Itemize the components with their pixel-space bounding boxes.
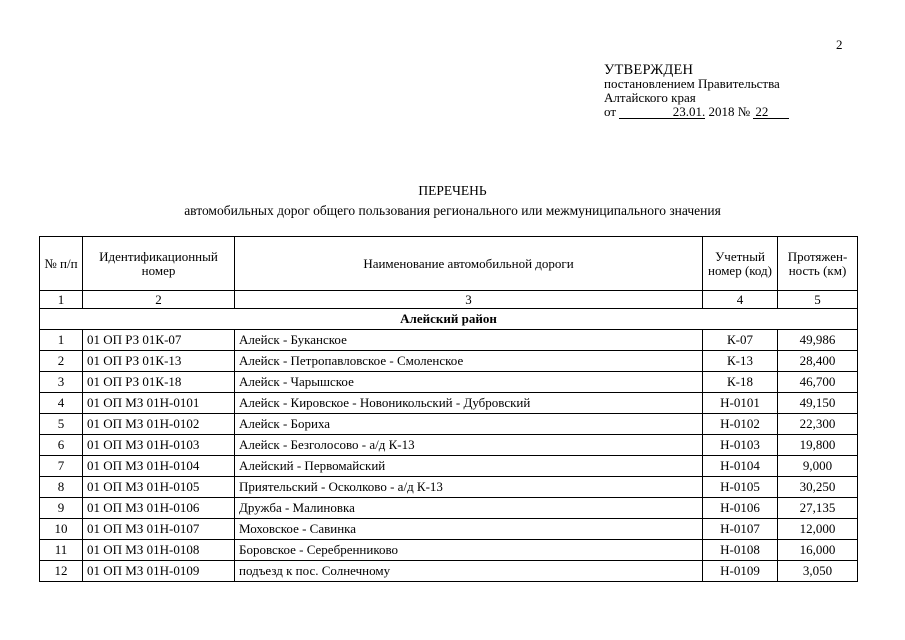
- column-number: 5: [778, 291, 858, 309]
- table-row: [40, 519, 858, 540]
- road-length: 46,700: [778, 372, 858, 393]
- road-code: Н-0109: [703, 561, 778, 582]
- row-number: 12: [40, 561, 83, 582]
- approval-stamp: [604, 63, 789, 119]
- road-code: Н-0105: [703, 477, 778, 498]
- district-row: [40, 309, 858, 330]
- header-id: Идентификационный номер: [83, 237, 235, 291]
- district-name: Алейский район: [40, 309, 858, 330]
- table-row: [40, 351, 858, 372]
- road-id: 01 ОП МЗ 01Н-0104: [83, 456, 235, 477]
- road-code: К-13: [703, 351, 778, 372]
- column-number-row: [40, 291, 858, 309]
- road-length: 3,050: [778, 561, 858, 582]
- road-length: 22,300: [778, 414, 858, 435]
- approval-date-line: [604, 105, 789, 119]
- row-number: 1: [40, 330, 83, 351]
- road-name: Алейск - Бориха: [235, 414, 703, 435]
- approval-line-2: Алтайского края: [604, 90, 696, 105]
- road-code: Н-0106: [703, 498, 778, 519]
- road-id: 01 ОП МЗ 01Н-0106: [83, 498, 235, 519]
- road-code: Н-0104: [703, 456, 778, 477]
- table-row: [40, 561, 858, 582]
- road-code: Н-0102: [703, 414, 778, 435]
- column-number: 4: [703, 291, 778, 309]
- table-row: [40, 330, 858, 351]
- header-road-name: Наименование автомобильной дороги: [235, 237, 703, 291]
- header-code: Учетный номер (код): [703, 237, 778, 291]
- road-id: 01 ОП МЗ 01Н-0101: [83, 393, 235, 414]
- road-id: 01 ОП МЗ 01Н-0103: [83, 435, 235, 456]
- row-number: 9: [40, 498, 83, 519]
- road-id: 01 ОП МЗ 01Н-0109: [83, 561, 235, 582]
- row-number: 4: [40, 393, 83, 414]
- road-name: Алейск - Буканское: [235, 330, 703, 351]
- document-title: [0, 181, 905, 221]
- road-id: 01 ОП РЗ 01К-07: [83, 330, 235, 351]
- road-code: К-18: [703, 372, 778, 393]
- road-length: 28,400: [778, 351, 858, 372]
- header-length: Протяжен- ность (км): [778, 237, 858, 291]
- road-name: Алейск - Петропавловское - Смоленское: [235, 351, 703, 372]
- road-name: Боровское - Серебренниково: [235, 540, 703, 561]
- table-row: [40, 540, 858, 561]
- date-value: 23.01.: [619, 106, 705, 119]
- row-number: 11: [40, 540, 83, 561]
- road-name: подъезд к пос. Солнечному: [235, 561, 703, 582]
- road-code: К-07: [703, 330, 778, 351]
- road-length: 49,150: [778, 393, 858, 414]
- title-sub: автомобильных дорог общего пользования регионального или межмуниципального значения: [184, 203, 721, 218]
- table-header-row: [40, 237, 858, 291]
- approval-heading: УТВЕРЖДЕН: [604, 62, 694, 78]
- road-id: 01 ОП МЗ 01Н-0105: [83, 477, 235, 498]
- road-code: Н-0107: [703, 519, 778, 540]
- road-length: 30,250: [778, 477, 858, 498]
- road-name: Моховское - Савинка: [235, 519, 703, 540]
- road-length: 16,000: [778, 540, 858, 561]
- column-number: 3: [235, 291, 703, 309]
- road-id: 01 ОП МЗ 01Н-0102: [83, 414, 235, 435]
- approval-line-1: постановлением Правительства: [604, 76, 780, 91]
- header-number: № п/п: [40, 237, 83, 291]
- roads-table: [39, 236, 858, 582]
- road-name: Алейский - Первомайский: [235, 456, 703, 477]
- table-row: [40, 498, 858, 519]
- number-sign: №: [737, 104, 751, 119]
- table-row: [40, 456, 858, 477]
- table-row: [40, 414, 858, 435]
- row-number: 8: [40, 477, 83, 498]
- road-id: 01 ОП МЗ 01Н-0108: [83, 540, 235, 561]
- road-name: Алейск - Чарышское: [235, 372, 703, 393]
- road-code: Н-0108: [703, 540, 778, 561]
- road-name: Алейск - Безголосово - а/д К-13: [235, 435, 703, 456]
- column-number: 1: [40, 291, 83, 309]
- road-code: Н-0101: [703, 393, 778, 414]
- title-main: ПЕРЕЧЕНЬ: [418, 183, 487, 198]
- road-length: 19,800: [778, 435, 858, 456]
- road-id: 01 ОП РЗ 01К-13: [83, 351, 235, 372]
- road-name: Дружба - Малиновка: [235, 498, 703, 519]
- road-code: Н-0103: [703, 435, 778, 456]
- road-id: 01 ОП РЗ 01К-18: [83, 372, 235, 393]
- road-length: 9,000: [778, 456, 858, 477]
- table-row: [40, 435, 858, 456]
- date-year: 2018: [708, 104, 735, 119]
- road-length: 27,135: [778, 498, 858, 519]
- row-number: 5: [40, 414, 83, 435]
- road-id: 01 ОП МЗ 01Н-0107: [83, 519, 235, 540]
- table-row: [40, 477, 858, 498]
- row-number: 2: [40, 351, 83, 372]
- column-number: 2: [83, 291, 235, 309]
- road-name: Приятельский - Осколково - а/д К-13: [235, 477, 703, 498]
- road-name: Алейск - Кировское - Новоникольский - Дубровский: [235, 393, 703, 414]
- table-row: [40, 372, 858, 393]
- date-prefix: от: [604, 104, 617, 119]
- decree-number: 22: [753, 106, 789, 119]
- row-number: 3: [40, 372, 83, 393]
- row-number: 10: [40, 519, 83, 540]
- row-number: 7: [40, 456, 83, 477]
- page-number: 2: [836, 37, 843, 52]
- table-row: [40, 393, 858, 414]
- road-length: 12,000: [778, 519, 858, 540]
- row-number: 6: [40, 435, 83, 456]
- road-length: 49,986: [778, 330, 858, 351]
